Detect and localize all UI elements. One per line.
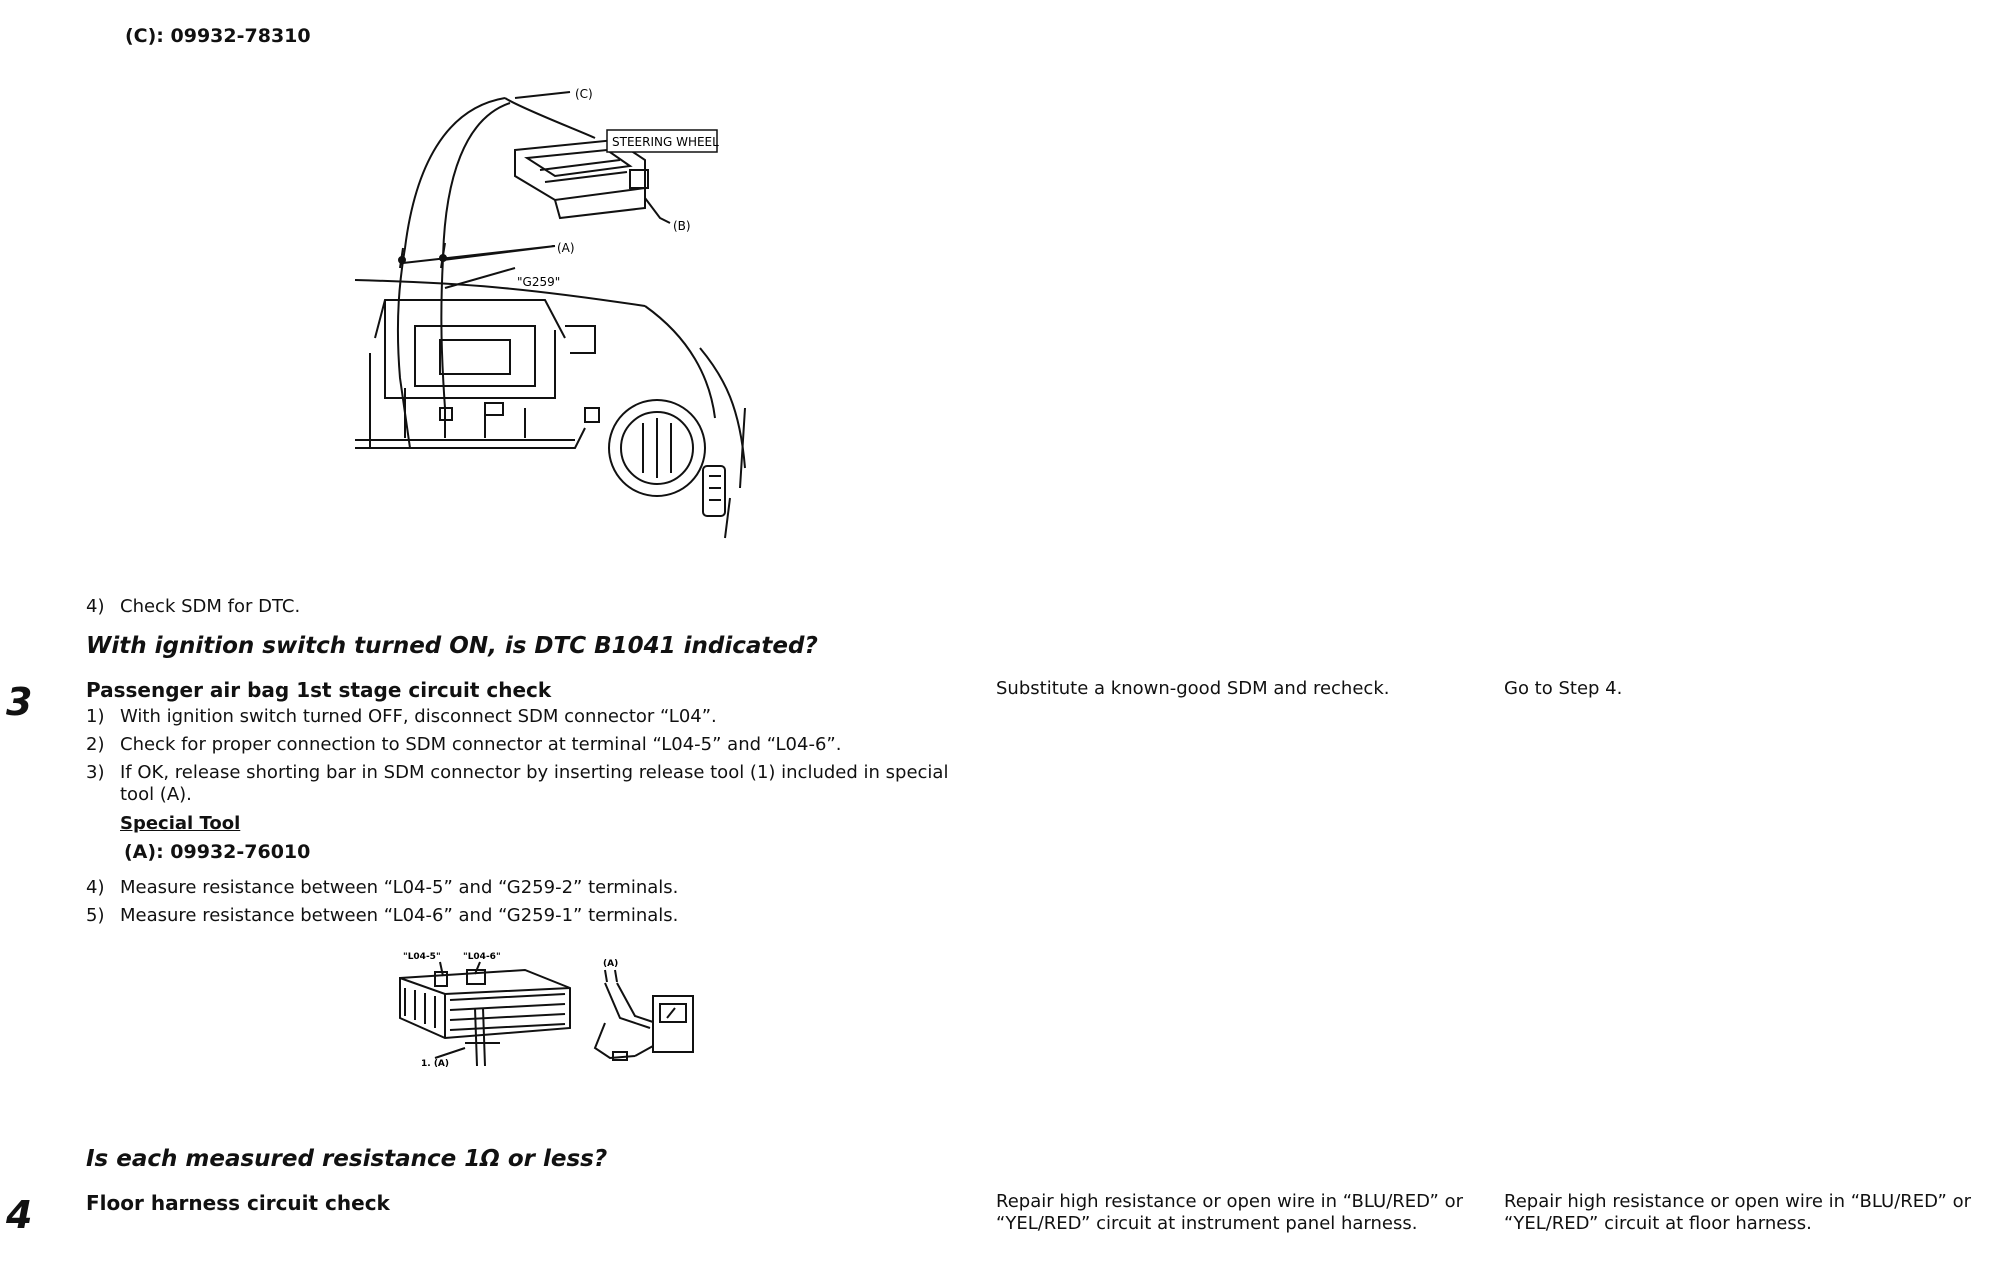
step3-procedure-list-2 xyxy=(86,877,976,933)
list-item: 1) With ignition switch turned OFF, disconnect SDM connector “L04”. xyxy=(86,706,717,727)
top-special-tool-value: (C): 09932-78310 xyxy=(125,25,311,47)
step2-item-4-text: Check SDM for DTC. xyxy=(120,596,301,617)
steering-wheel-connection-figure xyxy=(345,78,765,548)
step3-yes-action: Substitute a known-good SDM and recheck. xyxy=(996,678,1390,699)
step3-heading: Passenger air bag 1st stage circuit check xyxy=(86,678,552,702)
figure1-label-g259: "G259" xyxy=(517,275,561,289)
list-item: 4) Measure resistance between “L04-5” and “G259-2” terminals. xyxy=(86,877,679,898)
step2-item-4-number: 4) xyxy=(86,596,105,617)
step3-procedure-list xyxy=(86,706,976,812)
list-item: 2) Check for proper connection to SDM connector at terminal “L04-5” and “L04-6”. xyxy=(86,734,842,755)
figure2-label-l04-5: "L04-5" xyxy=(403,952,441,962)
step4-no-action: Repair high resistance or open wire in “BLU/RED” or “YEL/RED” circuit at floor harness. xyxy=(1504,1191,1971,1234)
step2-item-4 xyxy=(86,596,300,618)
figure2-label-a: (A) xyxy=(603,959,619,969)
step2-question: With ignition switch turned ON, is DTC B1041 indicated? xyxy=(86,633,818,659)
step4-heading: Floor harness circuit check xyxy=(86,1191,390,1215)
step3-no-action: Go to Step 4. xyxy=(1504,678,1623,699)
special-tool-value: (A): 09932-76010 xyxy=(124,841,311,863)
step4-number: 4 xyxy=(6,1193,33,1237)
step3-number: 3 xyxy=(6,680,33,724)
figure1-label-c: (C) xyxy=(575,87,593,101)
figure1-label-a: (A) xyxy=(557,241,575,255)
list-item: 5) Measure resistance between “L04-6” and “G259-1” terminals. xyxy=(86,905,679,926)
resistance-measurement-figure xyxy=(395,948,705,1073)
step3-question: Is each measured resistance 1Ω or less? xyxy=(86,1146,608,1172)
step4-yes-action: Repair high resistance or open wire in “BLU/RED” or “YEL/RED” circuit at instrument panel harness. xyxy=(996,1191,1463,1234)
figure1-label-b: (B) xyxy=(673,219,691,233)
special-tool-label: Special Tool xyxy=(120,813,241,834)
figure2-label-l04-6: "L04-6" xyxy=(463,952,501,962)
list-item: 3) If OK, release shorting bar in SDM connector by inserting release tool (1) included in special tool (A). xyxy=(86,762,949,805)
figure2-label-1a: 1. (A) xyxy=(421,1059,450,1069)
figure1-label-steering-wheel: STEERING WHEEL xyxy=(612,135,719,149)
